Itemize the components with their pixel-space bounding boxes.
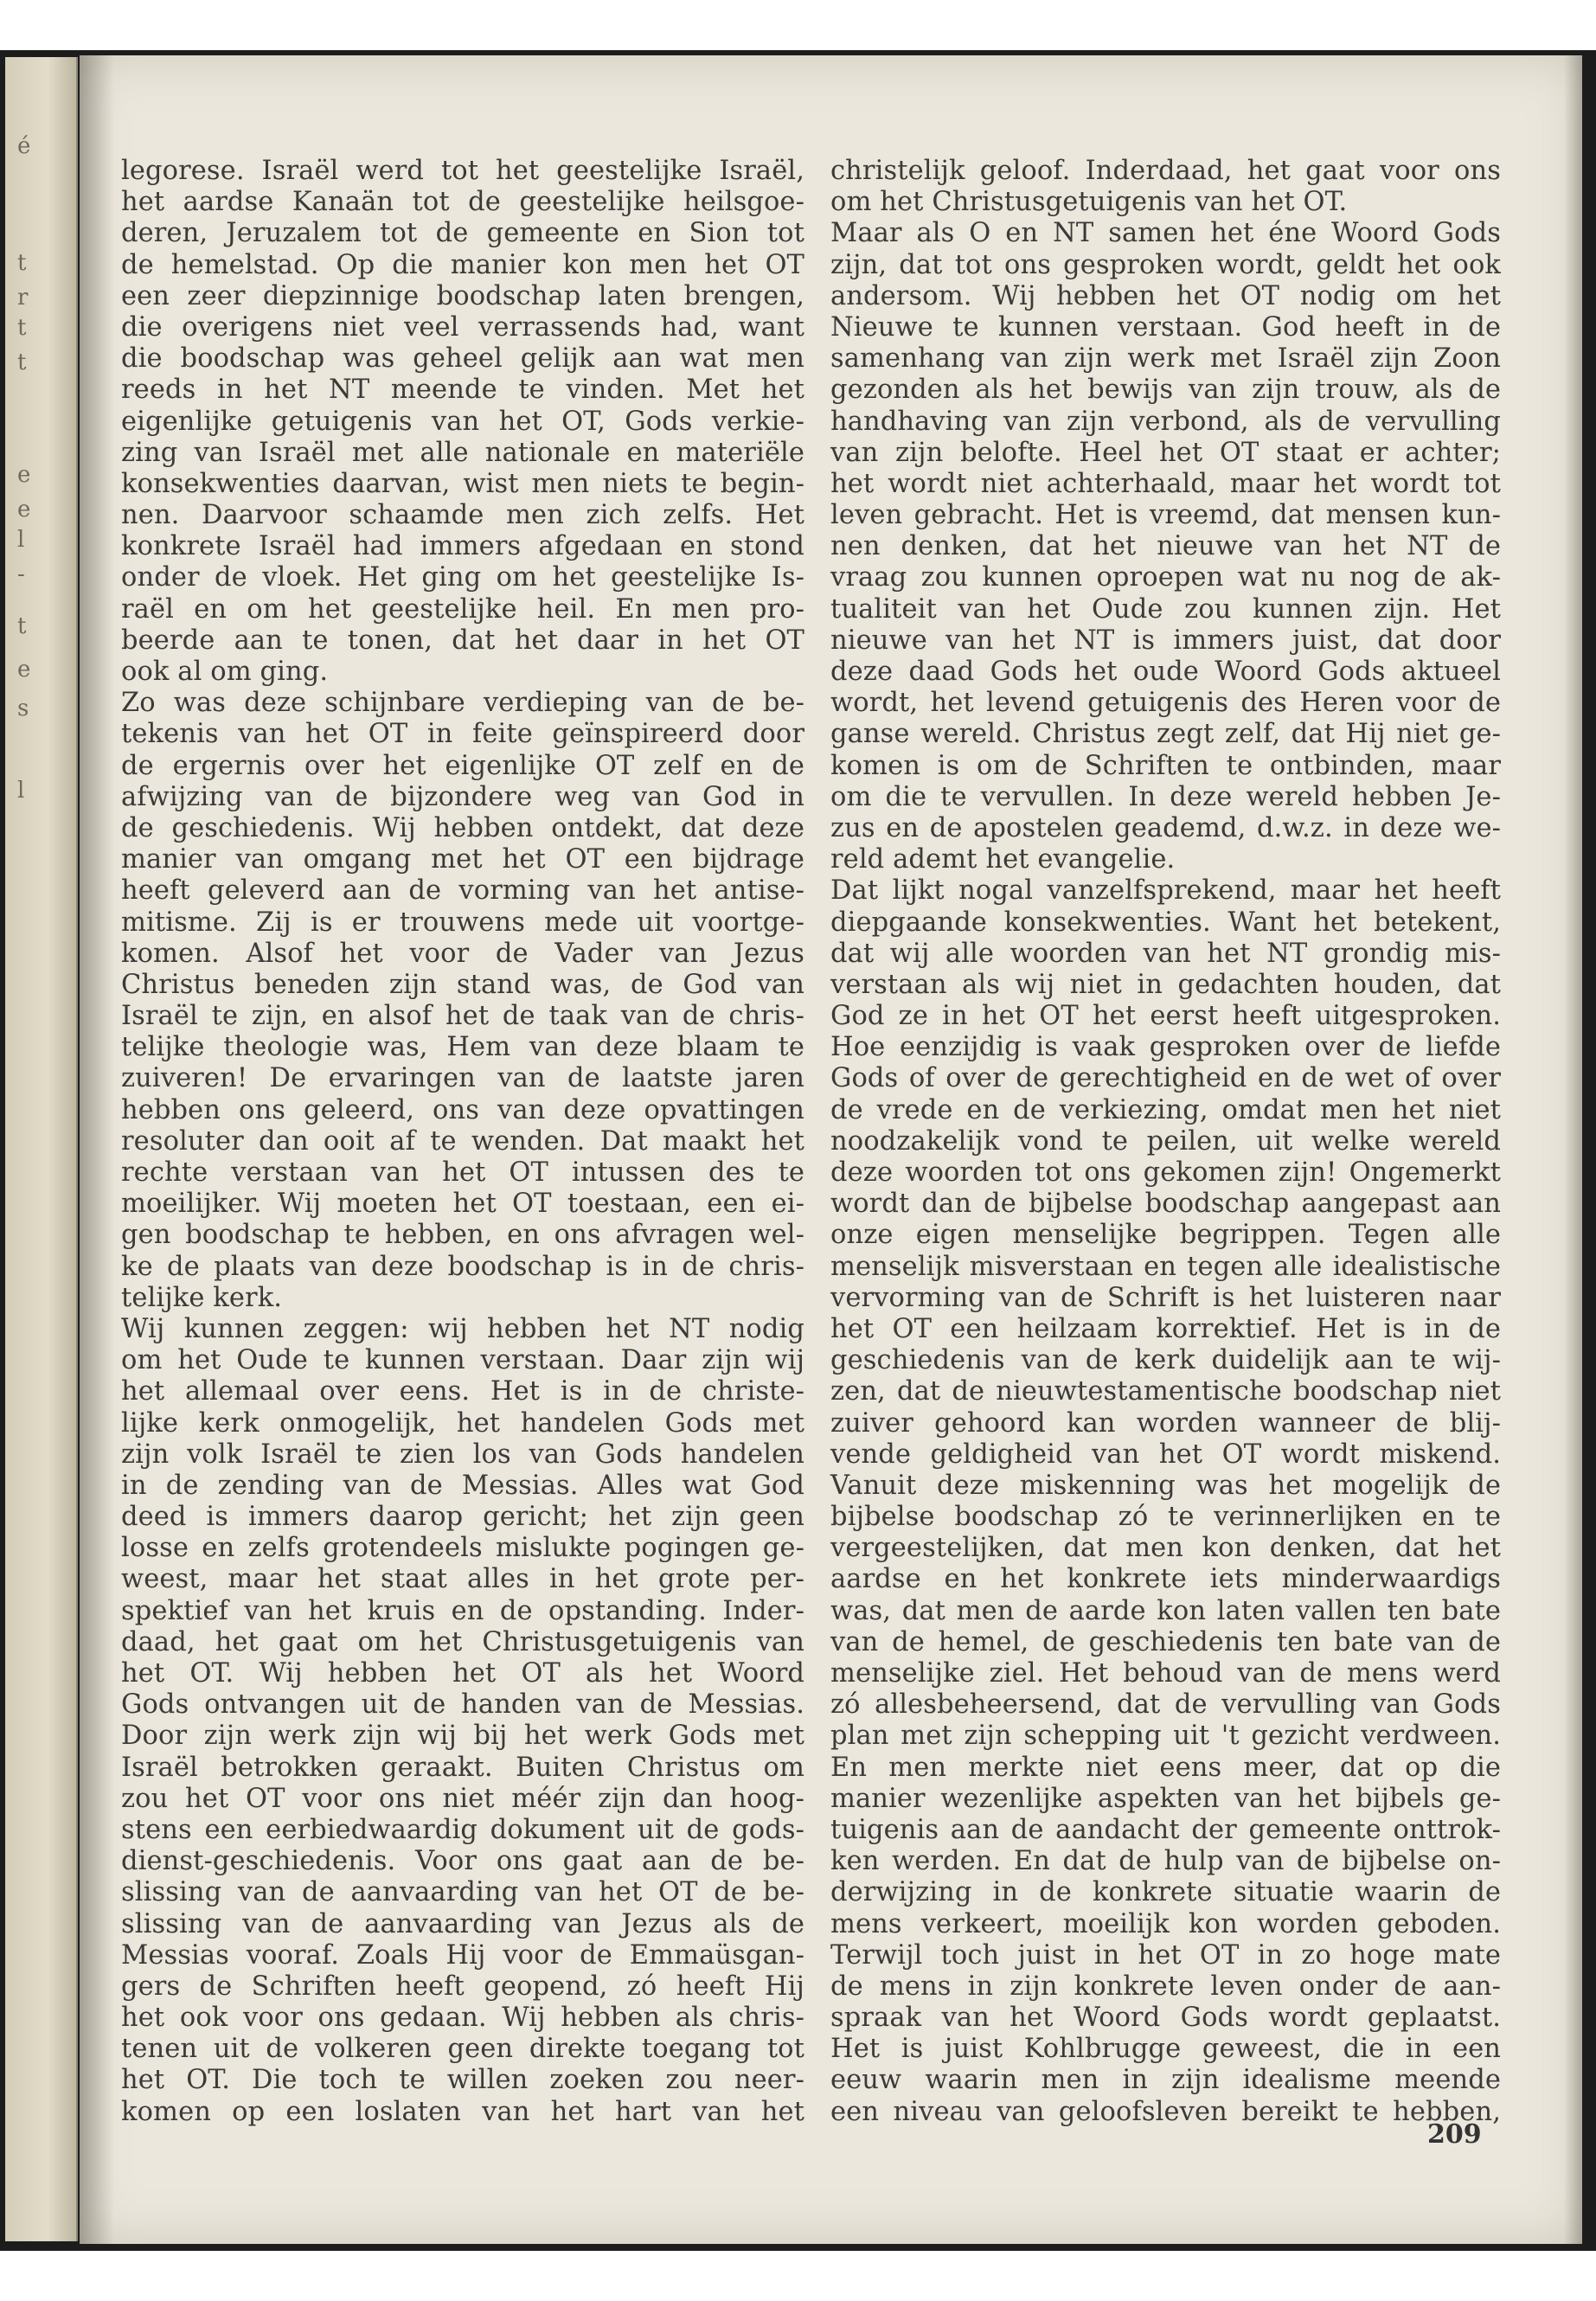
left-column-line: een zeer diepzinnige boodschap laten brengen, [121,280,804,311]
left-column-line: dienst-geschiedenis. Voor ons gaat aan de be- [121,1846,804,1877]
left-column-line: konkrete Israël had immers afgedaan en stond [121,531,804,562]
left-column-line: legorese. Israël werd tot het geestelijke Israël, [121,156,804,186]
left-column-line: zijn volk Israël te zien los van Gods handelen [121,1439,804,1470]
right-column-line: ken werden. En dat de hulp van de bijbelse on- [830,1846,1501,1877]
right-column-line: God ze in het OT het eerst heeft uitgesproken. [830,1001,1501,1032]
left-column-line: zing van Israël met alle nationale en materiële [121,437,804,468]
right-column-line: zijn, dat tot ons gesproken wordt, geldt het ook [830,249,1501,280]
right-column-line: komen is om de Schriften te ontbinden, maar [830,750,1501,781]
right-column-line: zus en de apostelen geademd, d.w.z. in deze we- [830,812,1501,843]
previous-page-fragment: t [17,315,27,341]
previous-page-fragment: e [17,497,31,522]
left-column-line: het OT. Die toch te willen zoeken zou neer- [121,2065,804,2096]
left-column-line: tenen uit de volkeren geen direkte toegang tot [121,2034,804,2065]
right-column-line: Hoe eenzijdig is vaak gesproken over de liefde [830,1032,1501,1063]
previous-page-fragment: e [17,657,31,683]
left-column-line: zuiveren! De ervaringen van de laatste jaren [121,1063,804,1094]
page-gutter-shadow [80,55,114,2244]
left-text-column [121,156,804,2128]
left-column-line: die overigens niet veel verrassends had, want [121,311,804,343]
top-margin [0,0,1596,50]
left-column-line: Zo was deze schijnbare verdieping van de be- [121,688,804,719]
right-column-line: om die te vervullen. In deze wereld hebben Je- [830,781,1501,812]
right-column-line: wordt dan de bijbelse boodschap aangepast aan [830,1189,1501,1220]
left-column-line: Israël betrokken geraakt. Buiten Christus om [121,1752,804,1783]
right-column-line: zen, dat de nieuwtestamentische boodschap niet [830,1376,1501,1407]
right-text-column [830,156,1501,2128]
previous-page-edge [5,57,78,2241]
page-number: 209 [1427,2119,1482,2150]
right-column-line: eeuw waarin men in zijn idealisme meende [830,2065,1501,2096]
right-column-line: van zijn belofte. Heel het OT staat er achter; [830,437,1501,468]
right-column-line: spraak van het Woord Gods wordt geplaatst. [830,2003,1501,2034]
right-column-line: vergeestelijken, dat men kon denken, dat het [830,1533,1501,1564]
left-column-line: gers de Schriften heeft geopend, zó heeft Hij [121,1971,804,2002]
left-column-line: stens een eerbiedwaardig dokument uit de gods- [121,1814,804,1845]
left-column-line: het OT. Wij hebben het OT als het Woord [121,1658,804,1689]
right-column-line: het wordt niet achterhaald, maar het wordt tot [830,468,1501,499]
right-column-line: een niveau van geloofsleven bereikt te hebben, [830,2096,1501,2127]
left-column-line: mitisme. Zij is er trouwens mede uit voortge- [121,907,804,938]
left-column-line: telijke theologie was, Hem van deze blaam te [121,1032,804,1063]
left-column-line: tekenis van het OT in feite geïnspireerd door [121,719,804,750]
right-column-line: aardse en het konkrete iets minderwaardigs [830,1564,1501,1595]
right-column-line: zuiver gehoord kan worden wanneer de blij- [830,1407,1501,1439]
right-column-line: Maar als O en NT samen het éne Woord Gods [830,218,1501,249]
previous-page-fragment: s [17,695,29,721]
previous-page-fragment: - [17,561,25,587]
right-column-line: plan met zijn schepping uit 't gezicht verdween. [830,1721,1501,1752]
left-column-line: komen op een loslaten van het hart van het [121,2096,804,2127]
right-column-line: was, dat men de aarde kon laten vallen ten bate [830,1595,1501,1626]
right-column-line: derwijzing in de konkrete situatie waarin de [830,1877,1501,1908]
left-column-line: het ook voor ons gedaan. Wij hebben als chris- [121,2003,804,2034]
left-column-line: eigenlijke getuigenis van het OT, Gods verkie- [121,406,804,437]
left-column-line: Gods ontvangen uit de handen van de Messias. [121,1689,804,1721]
right-column-line: Vanuit deze miskenning was het mogelijk de [830,1470,1501,1501]
left-column-line: de geschiedenis. Wij hebben ontdekt, dat deze [121,812,804,843]
right-column-line: gezonden als het bewijs van zijn trouw, als de [830,375,1501,406]
left-column-line: de ergernis over het eigenlijke OT zelf en de [121,750,804,781]
right-column-line: geschiedenis van de kerk duidelijk aan te wij- [830,1345,1501,1376]
left-column-line: raël en om het geestelijke heil. En men pro- [121,593,804,625]
right-column-line: de vrede en de verkiezing, omdat men het niet [830,1094,1501,1125]
right-column-line: tualiteit van het Oude zou kunnen zijn. Het [830,593,1501,625]
right-column-line: Nieuwe te kunnen verstaan. God heeft in de [830,311,1501,343]
previous-page-fragment: t [17,613,27,639]
right-column-line: vraag zou kunnen oproepen wat nu nog de ak- [830,562,1501,593]
right-column-line: nieuwe van het NT is immers juist, dat door [830,625,1501,656]
right-column-line: vervorming van de Schrift is het luisteren naar [830,1282,1501,1313]
left-column-line: Israël te zijn, en alsof het de taak van de chris- [121,1001,804,1032]
left-column-line: weest, maar het staat alles in het grote per- [121,1564,804,1595]
right-column-line: onze eigen menselijke begrippen. Tegen alle [830,1220,1501,1251]
left-column-line: spektief van het kruis en de opstanding. Inder- [121,1595,804,1626]
page-edge-shadow [1564,55,1582,2244]
left-column-line: die boodschap was geheel gelijk aan wat men [121,343,804,375]
left-column-line: het allemaal over eens. Het is in de christe- [121,1376,804,1407]
right-column-line: samenhang van zijn werk met Israël zijn Zoon [830,343,1501,375]
right-column-line: deze woorden tot ons gekomen zijn! Ongemerkt [830,1157,1501,1188]
previous-page-fragment: l [17,778,25,804]
previous-page-fragment: l [17,527,25,553]
right-column-line: En men merkte niet eens meer, dat op die [830,1752,1501,1783]
left-column-line: ke de plaats van deze boodschap is in de chris- [121,1251,804,1282]
right-column-line: deze daad Gods het oude Woord Gods aktueel [830,657,1501,687]
right-column-line: tuigenis aan de aandacht der gemeente onttrok- [830,1814,1501,1845]
right-column-line: bijbelse boodschap zó te verinnerlijken en te [830,1502,1501,1533]
previous-page-fragment: e [17,462,31,488]
right-column-line: christelijk geloof. Inderdaad, het gaat voor ons [830,156,1501,186]
previous-page-fragment: t [17,349,27,375]
left-column-line: komen. Alsof het voor de Vader van Jezus [121,938,804,969]
right-column-line: Gods of over de gerechtigheid en de wet of over [830,1063,1501,1094]
right-column-line: verstaan als wij niet in gedachten houden, dat [830,969,1501,1000]
left-column-line: zou het OT voor ons niet méér zijn dan hoog- [121,1783,804,1814]
left-column-line: daad, het gaat om het Christusgetuigenis van [121,1626,804,1657]
left-column-line: lijke kerk onmogelijk, het handelen Gods met [121,1407,804,1439]
left-column-line: hebben ons geleerd, ons van deze opvattingen [121,1094,804,1125]
left-column-line: Wij kunnen zeggen: wij hebben het NT nodig [121,1313,804,1344]
right-column-line: ganse wereld. Christus zegt zelf, dat Hij niet ge- [830,719,1501,750]
left-column-line: resoluter dan ooit af te wenden. Dat maakt het [121,1125,804,1157]
right-column-line: reld ademt het evangelie. [830,844,1176,875]
left-column-line: ook al om ging. [121,657,329,687]
left-column-line: om het Oude te kunnen verstaan. Daar zijn wij [121,1345,804,1376]
right-column-line: handhaving van zijn verbond, als de vervulling [830,406,1501,437]
left-column-line: moeilijker. Wij moeten het OT toestaan, een ei- [121,1189,804,1220]
bottom-margin [0,2251,1596,2301]
right-column-line: menselijk misverstaan en tegen alle idealistische [830,1251,1501,1282]
left-column-line: nen. Daarvoor schaamde men zich zelfs. Het [121,500,804,531]
left-column-line: Door zijn werk zijn wij bij het werk Gods met [121,1721,804,1752]
previous-page-fragment: é [17,133,31,159]
left-column-line: afwijzing van de bijzondere weg van God in [121,781,804,812]
left-column-line: beerde aan te tonen, dat het daar in het OT [121,625,804,656]
left-column-line: heeft geleverd aan de vorming van het antise- [121,875,804,907]
right-column-line: andersom. Wij hebben het OT nodig om het [830,280,1501,311]
right-column-line: menselijke ziel. Het behoud van de mens werd [830,1658,1501,1689]
right-column-line: om het Christusgetuigenis van het OT. [830,187,1348,218]
left-column-line: in de zending van de Messias. Alles wat God [121,1470,804,1501]
left-column-line: Christus beneden zijn stand was, de God van [121,969,804,1000]
left-column-line: slissing van de aanvaarding van Jezus als de [121,1908,804,1939]
right-column-line: noodzakelijk vond te peilen, uit welke wereld [830,1125,1501,1157]
previous-page-fragment: t [17,250,27,276]
left-column-line: manier van omgang met het OT een bijdrage [121,844,804,875]
left-column-line: de hemelstad. Op die manier kon men het OT [121,249,804,280]
right-column-line: wordt, het levend getuigenis des Heren voor de [830,688,1501,719]
right-column-line: dat wij alle woorden van het NT grondig mis- [830,938,1501,969]
right-column-line: vende geldigheid van het OT wordt miskend. [830,1439,1501,1470]
right-column-line: Het is juist Kohlbrugge geweest, die in een [830,2034,1501,2065]
right-column-line: de mens in zijn konkrete leven onder de aan- [830,1971,1501,2002]
left-column-line: deed is immers daarop gericht; het zijn geen [121,1502,804,1533]
right-column-line: van de hemel, de geschiedenis ten bate van de [830,1626,1501,1657]
right-column-line: diepgaande konsekwenties. Want het betekent, [830,907,1501,938]
right-column-line: leven gebracht. Het is vreemd, dat mensen kun- [830,500,1501,531]
left-column-line: het aardse Kanaän tot de geestelijke heilsgoe- [121,187,804,218]
left-column-line: losse en zelfs grotendeels mislukte pogingen ge- [121,1533,804,1564]
left-column-line: onder de vloek. Het ging om het geestelijke Is- [121,562,804,593]
right-column-line: nen denken, dat het nieuwe van het NT de [830,531,1501,562]
left-column-line: konsekwenties daarvan, wist men niets te begin- [121,468,804,499]
right-column-line: mens verkeert, moeilijk kon worden geboden. [830,1908,1501,1939]
right-column-line: Dat lijkt nogal vanzelfsprekend, maar het heeft [830,875,1501,907]
right-column-line: zó allesbeheersend, dat de vervulling van Gods [830,1689,1501,1721]
previous-page-fragment: r [17,285,29,311]
left-column-line: slissing van de aanvaarding van het OT de be- [121,1877,804,1908]
left-column-line: reeds in het NT meende te vinden. Met het [121,375,804,406]
right-column-line: Terwijl toch juist in het OT in zo hoge mate [830,1939,1501,1971]
left-column-line: rechte verstaan van het OT intussen des te [121,1157,804,1188]
right-column-line: het OT een heilzaam korrektief. Het is in de [830,1313,1501,1344]
left-column-line: Messias vooraf. Zoals Hij voor de Emmaüsgan- [121,1939,804,1971]
left-column-line: gen boodschap te hebben, en ons afvragen wel- [121,1220,804,1251]
left-column-line: telijke kerk. [121,1282,283,1313]
right-column-line: manier wezenlijke aspekten van het bijbels ge- [830,1783,1501,1814]
left-column-line: deren, Jeruzalem tot de gemeente en Sion tot [121,218,804,249]
